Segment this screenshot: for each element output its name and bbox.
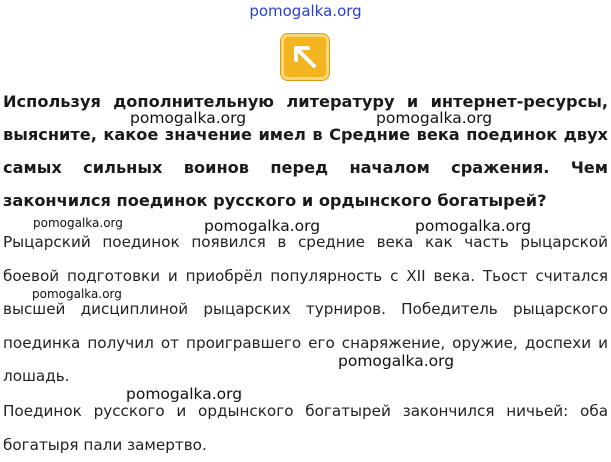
watermark: pomogalka.org xyxy=(130,109,247,127)
watermark: pomogalka.org xyxy=(376,109,493,127)
watermark: pomogalka.org xyxy=(338,352,455,370)
watermark: pomogalka.org xyxy=(33,216,123,230)
watermark: pomogalka.org xyxy=(415,217,532,235)
answer-paragraph: Рыцарский поединок появился в средние века как часть рыцарской боевой подготовки и приобрёл популярность с XII века. Тьост считался высшей дисциплиной рыцарских турниров. Победитель рыцарского поединка получил от проигравшего его снаряжение, оружие, доспехи и лошадь. xyxy=(3,233,608,385)
answer-paragraph: Поединок русского и ордынского богатырей закончился ничьей: оба богатыря пали замертво. xyxy=(3,402,608,454)
watermark: pomogalka.org xyxy=(126,385,243,403)
watermark: pomogalka.org xyxy=(204,217,321,235)
watermark-top: pomogalka.org xyxy=(249,2,362,20)
arrow-up-left-icon xyxy=(281,34,329,80)
watermark: pomogalka.org xyxy=(32,287,122,301)
task-question: Используя дополнительную литературу и интернет-ресурсы, выясните, какое значение имел в Средние века поединок двух самых сильных воинов перед началом сражения. Чем закончился поединок русского и ордынского богатырей? xyxy=(3,92,608,210)
